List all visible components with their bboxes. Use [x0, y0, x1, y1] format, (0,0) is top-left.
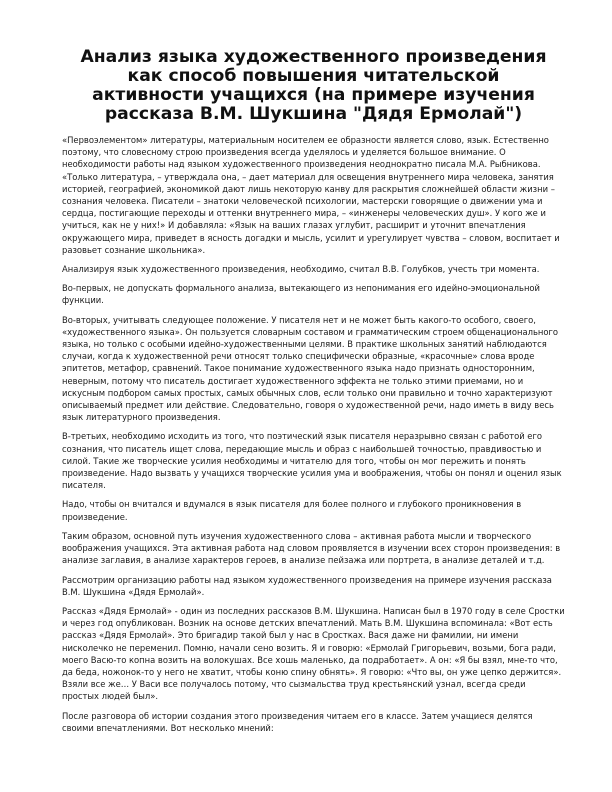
paragraph-4: Во-вторых, учитывать следующее положение. У писателя нет и не может быть какого-то особого, своего, «художественного языка». Он пользуется словарным составом и грамматическим строем общенационального языка, но только с особыми идейно-художественными целями. В практике школьных занятий наблюдаются случаи, когда к художественной речи относят только специфически образные, «красочные» слова вроде эпитетов, метафор, сравнений. Такое понимание художественного языка надо признать односторонним, неверным, потому что писатель достигает художественного эффекта не только этими приемами, но и искусным подбором самых простых, самых обычных слов, если только они правильно и точно характеризуют описываемый предмет или действие. Следовательно, говоря о художественной речи, надо иметь в виду весь язык литературного произведения.: [62, 314, 559, 423]
paragraph-6: Надо, чтобы он вчитался и вдумался в язык писателя для более полного и глубокого проникновения в произведение.: [62, 499, 522, 522]
paragraph-5: В-третьих, необходимо исходить из того, что поэтический язык писателя неразрывно связан с работой его сознания, что писатель ищет слова, передающие мысль и образ с наибольшей точностью, правдивостью и силой. Такие же творческие усилия необходимы и читателю для того, чтобы он мог пережить и понять произведение. Надо вызвать у учащихся творческие усилия ума и воображения, чтобы он понял и оценил язык писателя.: [62, 431, 562, 491]
paragraph-7: Таким образом, основной путь изучения художественного слова – активная работа мысли и творческого воображения учащихся. Эта активная работа над словом проявляется в изучении всех сторон произведения: в анализе заглавия, в анализе характеров героев, в анализе пейзажа или портрета, в анализе деталей и т.д.: [62, 530, 561, 566]
document-title: Анализ языка художественного произведения как способ повышения читательской активности учащихся (на примере изучения рассказа В.М. Шукшина "Дядя Ермолай"): [80, 47, 547, 124]
paragraph-10: После разговора об истории создания этого произведения читаем его в классе. Затем учащиеся делятся своими впечатлениями. Вот несколько мнений:: [62, 710, 533, 733]
paragraph-9: Рассказ «Дядя Ермолай» - один из последних рассказов В.М. Шукшина. Написан был в 1970 году в селе Сростки и через год опубликован. Возник на основе детских впечатлений. Мать В.М. Шукшина вспоминала: «Вот есть рассказ «Дядя Ермолай». Это бригадир такой был у нас в Сростках. Вася даже ни фамилии, ни имени нисколечко не переменил. Помню, начали сено возить. Я и говорю: «Ермолай Григорьевич, возьми, бога ради, моего Васю-то копна возить на волокушах. Все хошь маленько, да подработает». А он: «Я бы взял, мне-то что, да беда, ножонок-то у него не хватит, чтобы коню спину обнять». Я говорю: «Что вы, он уже цепко держится». Взяли все же… У Васи все получалось потому, что сызмальства труд крестьянский узнал, всегда среди простых людей был».: [62, 605, 565, 702]
paragraph-2: Анализируя язык художественного произведения, необходимо, считал В.В. Голубков, учесть три момента.: [62, 264, 540, 275]
document-body: [62, 134, 565, 734]
paragraph-3: Во-первых, не допускать формального анализа, вытекающего из непонимания его идейно-эмоциональной функции.: [62, 283, 541, 306]
paragraph-8: Рассмотрим организацию работы над языком художественного произведения на примере изучения рассказа В.М. Шукшина «Дядя Ермолай».: [62, 574, 552, 597]
paragraph-1: «Первоэлементом» литературы, материальным носителем ее образности является слово, язык. Естественно поэтому, что словесному строю произведения всегда уделялось и уделяется большое внимание. О необходимости работы над языком художественного произведения неоднократно писала М.А. Рыбникова. «Только литература, – утверждала она, – дает материал для освещения внутреннего мира человека, занятия историей, географией, экономикой дают лишь некоторую канву для раскрытия сложнейшей области жизни – сознания человека. Писатели – знатоки человеческой психологии, мастерски говорящие о движении ума и сердца, постигающие переходы и оттенки внутреннего мира, – «инженеры человеческих душ». У кого же и учиться, как не у них!» И добавляла: «Язык на ваших глазах углубит, расширит и уточнит впечатления окружающего мира, приведет в ясность догадки и мысль, усилит и урегулирует чувства – словом, воспитает и разовьет сознание школьника».: [62, 135, 560, 255]
